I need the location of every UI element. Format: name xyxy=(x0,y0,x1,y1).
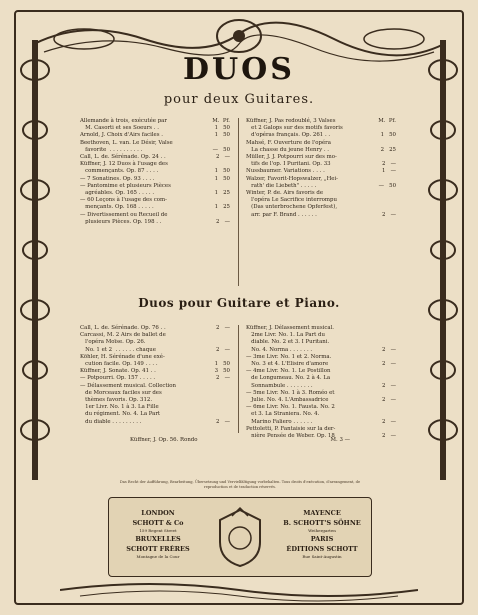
catalog-entry xyxy=(80,176,230,183)
catalog-entry xyxy=(246,332,396,339)
entry-title: Pettoletti, P. Fantaisie sur la der- xyxy=(246,425,336,432)
entry-title: et 2 Galops sur des motifs favoris xyxy=(246,125,343,132)
publisher-left xyxy=(115,508,201,560)
entry-price xyxy=(200,383,230,390)
catalog-entry xyxy=(80,383,230,390)
catalog-entry xyxy=(246,354,396,361)
catalog-entry xyxy=(246,212,396,219)
entry-title: plusieurs Pièces. Op. 198 . . xyxy=(80,218,162,225)
duos-list-right xyxy=(246,118,396,219)
publisher-name: B. SCHOTT'S SÖHNE xyxy=(283,519,361,527)
crest-icon xyxy=(214,506,266,568)
catalog-entry xyxy=(80,197,230,204)
entry-price: 2 — xyxy=(382,346,396,353)
catalog-entry xyxy=(246,411,396,418)
entry-price xyxy=(366,332,396,339)
entry-title: de Longumeau. No. 2 à 4. La xyxy=(246,375,331,382)
entry-title: M. Casorti et ses Soeurs . . xyxy=(80,125,159,132)
entry-title: — 6me Livr. No. 1. Fausta. No. 2 xyxy=(246,404,335,411)
catalog-entry xyxy=(246,375,396,382)
catalog-entry xyxy=(246,419,396,426)
publisher-city: BRUXELLES xyxy=(135,535,181,543)
entry-price: M. Pf. xyxy=(378,118,396,124)
publisher-address: 159 Regent Street xyxy=(139,528,177,533)
entry-price: 2 — xyxy=(216,325,230,331)
entry-price xyxy=(366,354,396,361)
entry-title: — 3me Livr. No. 1 et 2. Norma. xyxy=(246,353,332,360)
entry-title: de Morceaux faciles sur des xyxy=(80,389,162,396)
catalog-entry xyxy=(80,368,230,375)
entry-price xyxy=(366,368,396,375)
entry-price xyxy=(366,176,396,183)
entry-title: Walzer, Favorit-Hopswalzer, „Hei- xyxy=(246,175,339,182)
entry-price: 2 — xyxy=(216,154,230,161)
entry-title: No. 4. Norma . . . . . . . xyxy=(246,346,313,353)
entry-price: — 50 xyxy=(212,146,230,153)
publisher-address: Rue Saint-Augustin xyxy=(302,554,342,559)
entry-price: 2 — xyxy=(216,375,230,382)
catalog-entry xyxy=(80,118,230,125)
entry-title: du diable . . . . . . . . . xyxy=(80,418,142,425)
entry-title: Marino Faliero . . . . . . xyxy=(246,418,313,425)
catalog-entry xyxy=(246,118,396,125)
entry-price xyxy=(200,354,230,361)
entry-title: Küffner, J. Pas redoublé, 3 Valses xyxy=(246,118,336,124)
publisher-city: PARIS xyxy=(310,535,334,543)
publisher-name: SCHOTT & Co xyxy=(132,519,184,527)
entry-price xyxy=(200,183,230,190)
page-subtitle: pour deux Guitares. xyxy=(163,92,315,107)
entry-title: l'opéra Moïse. Op. 26. xyxy=(80,339,146,346)
publisher-address: Montagne de la Cour xyxy=(136,554,180,559)
entry-title: tifs de l'op. I Puritani. Op. 33 xyxy=(246,161,331,168)
entry-price: — 50 xyxy=(378,182,396,189)
entry-price xyxy=(200,332,230,339)
entry-price xyxy=(200,390,230,397)
catalog-entry xyxy=(80,361,230,368)
entry-title: Köhler, H. Sérénade d'une exé- xyxy=(80,353,165,360)
entry-title: Call, L. de. Sérénade. Op. 24 . . xyxy=(80,154,166,161)
entry-title: — 5me Livr. No. 1 à 3. Roméo et xyxy=(246,389,335,396)
column-divider xyxy=(238,325,239,433)
entry-title: Nussbaumer. Variations . . . . xyxy=(246,168,325,175)
entry-title: 1er Livr. No. 1 à 3. La Fille xyxy=(80,404,159,411)
column-divider xyxy=(238,118,239,286)
entry-price xyxy=(366,190,396,197)
catalog-entry xyxy=(246,154,396,161)
entry-title: — Potpourri. Op. 157 . . . . . xyxy=(80,375,156,382)
duos-list-left xyxy=(80,118,230,226)
bottom-entry-price: M. 3 — xyxy=(330,437,350,443)
catalog-entry xyxy=(246,140,396,147)
catalog-entry xyxy=(80,212,230,219)
entry-price xyxy=(200,212,230,219)
entry-title: — Délassement musical. Collection xyxy=(80,382,177,389)
entry-title: — 4me Livr. No. 1. Le Postillon xyxy=(246,368,331,375)
publisher-city: MAYENCE xyxy=(303,509,341,517)
entry-title: Allemande à trois, exécutée par xyxy=(80,118,167,124)
entry-title: mençants. Op. 168 . . . . . xyxy=(80,204,154,211)
entry-price: 1 25 xyxy=(214,190,230,197)
entry-title: commençants. Op. 87 . . . . xyxy=(80,168,159,175)
entry-title: l'opéra Le Sacrifice interrompu xyxy=(246,197,337,204)
entry-title: Call, L. de. Sérénade. Op. 76 . . xyxy=(80,325,166,331)
entry-title: (Das unterbrochene Opferfest), xyxy=(246,204,338,211)
entry-price: 1 50 xyxy=(214,175,230,182)
publisher-box xyxy=(108,497,372,577)
catalog-entry xyxy=(246,147,396,154)
entry-title: et 3. La Straniera. No. 4. xyxy=(246,411,320,418)
entry-title: 2me Livr. No. 1. La Part du xyxy=(246,332,325,339)
entry-title: — 60 Leçons à l'usage des com- xyxy=(80,197,167,204)
catalog-entry xyxy=(246,383,396,390)
entry-title: — Pantomime et plusieurs Pièces xyxy=(80,182,171,189)
entry-price xyxy=(366,390,396,397)
catalog-entry xyxy=(80,375,230,382)
entry-title: diable. No. 2 et 3. I Puritani. xyxy=(246,339,330,346)
catalog-entry xyxy=(80,390,230,397)
entry-price: 2 — xyxy=(382,361,396,368)
entry-price xyxy=(366,140,396,147)
entry-price: 1 50 xyxy=(214,361,230,368)
catalog-entry xyxy=(246,397,396,404)
entry-price xyxy=(200,197,230,204)
entry-title: rath' die Liebeth" . . . . . xyxy=(246,182,317,189)
catalog-entry xyxy=(246,183,396,190)
catalog-entry xyxy=(80,339,230,346)
entry-title: arr. par F. Brand . . . . . . xyxy=(246,211,317,218)
entry-price: 2 — xyxy=(216,218,230,225)
entry-price: 2 — xyxy=(382,211,396,218)
catalog-entry xyxy=(80,125,230,132)
entry-price xyxy=(200,404,230,411)
entry-price: 2 — xyxy=(382,418,396,425)
catalog-entry xyxy=(246,168,396,175)
entry-title: du régiment. No. 4. La Part xyxy=(80,411,161,418)
entry-price: 2 — xyxy=(382,161,396,168)
entry-title: cution facile. Op. 149 . . . . xyxy=(80,361,158,368)
catalog-entry xyxy=(246,176,396,183)
entry-title: Sonnambule . . . . . . . . xyxy=(246,382,313,389)
entry-title: No. 1 et 2 . . . . . . chaque xyxy=(80,346,156,353)
catalog-entry xyxy=(80,354,230,361)
entry-title: Küffner, J. 12 Duos à l'usage des xyxy=(80,161,168,168)
entry-price xyxy=(366,204,396,211)
catalog-entry xyxy=(246,161,396,168)
catalog-entry xyxy=(246,347,396,354)
catalog-entry xyxy=(80,411,230,418)
entry-title: La chasse du jeune Henry . . xyxy=(246,146,329,153)
bottom-entry-title: Küffner, J. Op. 56. Rondo xyxy=(130,437,198,443)
catalog-entry xyxy=(80,161,230,168)
catalog-entry xyxy=(246,132,396,139)
catalog-entry xyxy=(246,361,396,368)
catalog-entry xyxy=(80,219,230,226)
catalog-entry xyxy=(80,168,230,175)
entry-title: favorite . . . . . . . . . . xyxy=(80,146,143,153)
catalog-entry xyxy=(80,183,230,190)
catalog-entry xyxy=(80,347,230,354)
entry-price: 2 25 xyxy=(380,146,396,153)
guitar-piano-list-right xyxy=(246,325,396,440)
publisher-name: SCHOTT FRÈRES xyxy=(126,545,190,553)
entry-title: Arnold, J. Choix d'Airs faciles . xyxy=(80,132,163,139)
entry-title: Mahsé, F. Ouverture de l'opéra xyxy=(246,139,331,146)
entry-price: 1 25 xyxy=(214,204,230,211)
entry-price xyxy=(366,154,396,161)
bottom-entry xyxy=(130,437,350,443)
entry-title: Julie. No. 4. L'Ambassadrice xyxy=(246,397,329,404)
entry-title: — Divertissement ou Recueil de xyxy=(80,211,168,218)
guitar-piano-list-left xyxy=(80,325,230,426)
entry-title: agréables. Op. 165 . . . . . xyxy=(80,190,155,197)
bottom-ornament xyxy=(60,578,418,602)
catalog-entry xyxy=(246,325,396,332)
entry-price xyxy=(366,325,396,332)
entry-title: Küffner, J. Sonate. Op. 41 . . xyxy=(80,368,156,375)
catalog-entry xyxy=(80,204,230,211)
catalog-entry xyxy=(246,390,396,397)
entry-title: nière Pensée de Weber. Op. 18 xyxy=(246,433,335,440)
entry-price xyxy=(366,125,396,132)
entry-price xyxy=(366,426,396,433)
entry-price xyxy=(366,411,396,418)
entry-title: d'opéras français. Op. 261 . . xyxy=(246,132,331,139)
entry-title: Küffner, J. Délassement musical. xyxy=(246,325,335,331)
entry-price xyxy=(200,140,230,147)
publisher-address: Weihergarten xyxy=(308,528,336,533)
entry-title: thèmes favoris. Op. 312. xyxy=(80,397,153,404)
entry-title: Winter, P. de. Airs favoris de xyxy=(246,190,324,197)
publisher-city: LONDON xyxy=(141,509,175,517)
entry-price xyxy=(366,404,396,411)
entry-price: M. Pf. xyxy=(212,118,230,124)
entry-price xyxy=(366,339,396,346)
catalog-entry xyxy=(80,140,230,147)
entry-price xyxy=(200,397,230,404)
entry-price: 1 50 xyxy=(380,132,396,139)
entry-price xyxy=(366,197,396,204)
entry-price: 1 50 xyxy=(214,168,230,175)
entry-title: Beethoven, L. van. Le Désir, Valse xyxy=(80,139,173,146)
entry-price: 3 50 xyxy=(214,368,230,375)
entry-price xyxy=(200,161,230,168)
entry-price: 1 50 xyxy=(214,125,230,132)
rights-footnote: Das Recht der Aufführung, Bearbeitung, Übersetzung und Vervielfältigung vorbehalten. Tous droits d'exécution, d'arrangement, de reproduction et de traduction réservés. xyxy=(119,480,361,489)
entry-price: 1 50 xyxy=(214,132,230,139)
catalog-entry xyxy=(246,204,396,211)
catalog-entry xyxy=(246,339,396,346)
entry-price: 2 — xyxy=(382,397,396,404)
entry-price xyxy=(366,375,396,382)
entry-price xyxy=(200,411,230,418)
entry-price xyxy=(200,339,230,346)
entry-price: 1 — xyxy=(382,168,396,175)
entry-title: — 7 Sonatines. Op. 93 . . . . xyxy=(80,175,155,182)
catalog-entry xyxy=(246,426,396,433)
entry-title: No. 3 et 4. L'Elisire d'amore xyxy=(246,361,329,368)
entry-price: 2 — xyxy=(382,433,396,440)
entry-title: Müller, J. J. Potpourri sur des mo- xyxy=(246,154,337,161)
page-title: DUOS xyxy=(183,52,295,87)
catalog-entry xyxy=(80,325,230,332)
catalog-entry xyxy=(246,404,396,411)
entry-title: Carcassi, M. 2 Airs de ballet de xyxy=(80,332,166,339)
catalog-entry xyxy=(80,419,230,426)
entry-price: 2 — xyxy=(216,346,230,353)
entry-price: 2 — xyxy=(216,418,230,425)
entry-price: 2 — xyxy=(382,382,396,389)
publisher-name: ÉDITIONS SCHOTT xyxy=(286,545,358,553)
catalog-entry xyxy=(80,147,230,154)
section-title-guitar-piano: Duos pour Guitare et Piano. xyxy=(138,296,340,310)
publisher-right xyxy=(279,508,365,560)
catalog-entry xyxy=(80,132,230,139)
